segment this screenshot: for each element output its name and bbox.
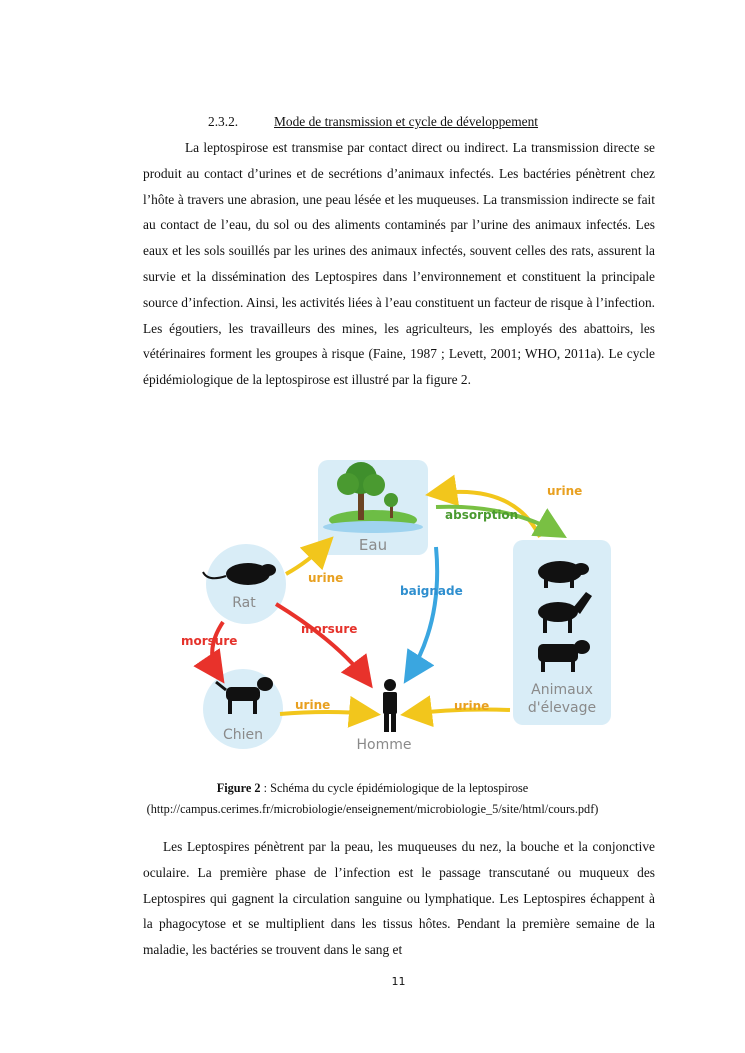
rat-node <box>203 544 286 624</box>
figure-caption-text: : Schéma du cycle épidémiologique de la leptospirose <box>260 781 529 795</box>
animaux-node <box>513 540 611 725</box>
animaux-label-line1: Animaux <box>531 682 593 698</box>
figure-epidemiological-cycle <box>168 452 618 762</box>
section-heading <box>208 112 538 132</box>
arrow-rat-chien <box>212 622 223 677</box>
figure-source-url: (http://campus.cerimes.fr/microbiologie/enseignement/microbiologie_5/site/html/cours.pdf) <box>146 802 599 816</box>
arrow-rat-homme <box>276 604 368 682</box>
arrow-eau-homme <box>408 547 437 677</box>
edge-label-baignade: baignade <box>400 584 463 598</box>
eau-label: Eau <box>358 536 388 554</box>
animaux-label-line2: d'élevage <box>527 700 597 716</box>
edge-label-urine-animaux-homme: urine <box>454 699 490 713</box>
section-number: 2.3.2. <box>208 114 239 129</box>
homme-node <box>357 679 412 753</box>
person-icon <box>383 679 397 732</box>
edge-label-morsure-rat-chien: morsure <box>181 634 238 648</box>
chien-node <box>203 669 283 749</box>
paragraph-transmission: La leptospirose est transmise par contact direct ou indirect. La transmission directe se produit au contact d’urines et de secrétions d’animaux infectés. Les bactéries pénètrent chez l’hôte à travers une abrasion, une peau lésée et les muqueuses. La transmission indirecte se fait au contact de l’eau, du sol ou des aliments contaminés par l’urine des animaux infectés. Les eaux et les sols souillés par les urines des animaux infectés, souvent celles des rats, assurent la survie et la dissémination des Leptospires dans l’environnement et constituent la principale source d’infection. Ainsi, les activités liées à l’eau constituent un facteur de risque à l’infection. Les égoutiers, les travailleurs des mines, les agriculteurs, les employés des abattoirs, les vétérinaires forment les groupes à risque (Faine, 1987 ; Levett, 2001; WHO, 2011a). Le cycle épidémiologique de la leptospirose est illustré par la figure 2. <box>143 140 656 388</box>
chien-label: Chien <box>222 727 264 743</box>
page-number: 11 <box>391 975 406 988</box>
paragraph-infection: Les Leptospires pénètrent par la peau, les muqueuses du nez, la bouche et la conjonctive oculaire. La première phase de l’infection est le passage transcutané ou muqueux des Leptospires qui gagnent la circulation sanguine ou lymphatique. Les Leptospires échappent à la phagocytose et se multiplient dans les tissus hôtes. Pendant la première semaine de la maladie, les bactéries se trouvent dans le sang et <box>143 839 655 958</box>
homme-label: Homme <box>356 737 412 753</box>
arrow-chien-homme <box>280 712 373 714</box>
edge-label-urine-chien-homme: urine <box>295 698 331 712</box>
edge-label-morsure-rat-homme: morsure <box>301 622 358 636</box>
eau-node <box>318 460 428 555</box>
cycle-diagram <box>168 452 618 762</box>
figure-caption-label: Figure 2 <box>216 781 261 795</box>
arrow-rat-eau <box>286 542 328 574</box>
rat-label: Rat <box>232 595 256 611</box>
edge-label-urine-animaux-eau: urine <box>547 484 583 498</box>
edge-label-urine-rat-eau: urine <box>308 571 344 585</box>
edge-label-absorption: absorption <box>445 508 519 522</box>
section-title: Mode de transmission et cycle de développement <box>274 114 539 129</box>
figure-caption <box>0 778 745 798</box>
